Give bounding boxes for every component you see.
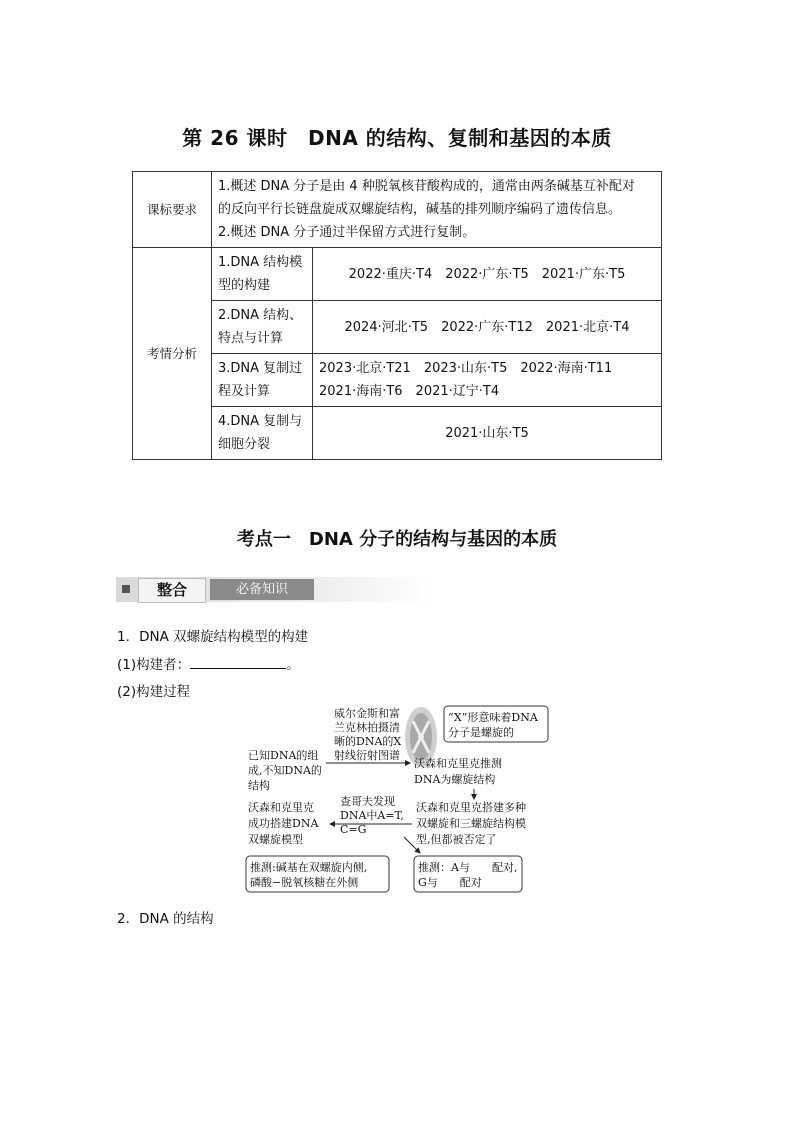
- topic-cell: [212, 248, 313, 301]
- topic-cell: [212, 301, 313, 354]
- diagram-text: 磷酸−脱氧核糖在外侧: [250, 876, 359, 889]
- sources-cell: 2021·山东·T5: [313, 407, 662, 460]
- topic-line: 型的构建: [218, 278, 271, 293]
- diagram-text: DNA中A=T,: [340, 809, 404, 822]
- topic-cell: [212, 407, 313, 460]
- diagram-text: 型,但都被否定了: [416, 833, 497, 846]
- diagram-text: 推测：A与 配对,: [418, 861, 518, 874]
- diagram-text: 双螺旋和三螺旋结构模: [416, 817, 526, 830]
- table-row: [133, 407, 662, 460]
- heading-dna-structure: 2．DNA 的结构: [117, 911, 214, 927]
- diagram-text: G与 配对: [418, 876, 482, 889]
- table-row: [133, 354, 662, 407]
- diagram-text: 沃森和克里克推测: [414, 757, 502, 770]
- source-line: 2021·海南·T6 2021·辽宁·T4: [319, 384, 500, 399]
- answer-blank: [190, 656, 286, 669]
- diagram-text: 成,不知DNA的: [248, 764, 322, 777]
- diagram-text: “X”形意味着DNA: [448, 711, 538, 724]
- construction-flow-diagram: [234, 703, 574, 898]
- req-header-cell: 课标要求: [133, 172, 212, 248]
- heading-model-construction: 1．DNA 双螺旋结构模型的构建: [117, 629, 309, 645]
- diagram-text: 射线衍射图谱: [334, 749, 400, 762]
- diagram-text: 威尔金斯和富: [334, 707, 400, 720]
- diagram-text: DNA为螺旋结构: [414, 773, 496, 786]
- req-content-cell: [212, 172, 662, 248]
- topic-line: 4.DNA 复制与: [218, 414, 303, 429]
- question-label: (1)构建者：: [117, 657, 191, 673]
- heading-construction-process: (2)构建过程: [117, 684, 191, 700]
- banner-label-knowledge: 必备知识: [210, 579, 314, 600]
- sources-cell: 2022·重庆·T4 2022·广东·T5 2021·广东·T5: [313, 248, 662, 301]
- topic-line: 程及计算: [218, 384, 271, 399]
- table-row: [133, 248, 662, 301]
- curriculum-table: [132, 171, 662, 460]
- table-row: [133, 172, 662, 248]
- page-title: 第 26 课时 DNA 的结构、复制和基因的本质: [182, 126, 612, 150]
- diagram-text: 沃森和克里克: [248, 801, 314, 814]
- sources-cell: 2024·河北·T5 2022·广东·T12 2021·北京·T4: [313, 301, 662, 354]
- banner-label-integrate: 整合: [138, 578, 206, 603]
- topic-line: 3.DNA 复制过: [218, 361, 303, 376]
- diagram-text: 双螺旋模型: [248, 833, 303, 846]
- topic-cell: [212, 354, 313, 407]
- square-bullet-icon: [122, 585, 130, 593]
- req-line: 2.概述 DNA 分子通过半保留方式进行复制。: [218, 225, 476, 240]
- diagram-text: 成功搭建DNA: [248, 817, 319, 830]
- diagram-text: 推测:碱基在双螺旋内侧,: [250, 861, 368, 874]
- diagram-text: 查哥夫发现: [340, 795, 395, 808]
- diagram-text: 分子是螺旋的: [448, 726, 514, 739]
- topic-line: 细胞分裂: [218, 437, 271, 452]
- source-line: 2023·北京·T21 2023·山东·T5 2022·海南·T11: [319, 361, 613, 376]
- topic-line: 1.DNA 结构模: [218, 255, 303, 270]
- analysis-header-cell: 考情分析: [133, 248, 212, 460]
- sources-cell: [313, 354, 662, 407]
- diagram-text: 晰的DNA的X: [334, 735, 402, 748]
- question-builders: [117, 653, 300, 673]
- section-banner: [116, 577, 434, 602]
- req-line: 1.概述 DNA 分子是由 4 种脱氧核苷酸构成的，通常由两条碱基互补配对: [218, 179, 635, 194]
- section-title: 考点一 DNA 分子的结构与基因的本质: [236, 529, 558, 550]
- diagram-text: 结构: [248, 779, 270, 792]
- topic-line: 2.DNA 结构、: [218, 308, 303, 323]
- diagram-text: 已知DNA的组: [248, 749, 319, 762]
- diagram-text: 沃森和克里克搭建多种: [416, 801, 526, 814]
- diagram-text: C=G: [340, 823, 367, 836]
- question-suffix: 。: [286, 657, 300, 673]
- req-line: 的反向平行长链盘旋成双螺旋结构，碱基的排列顺序编码了遗传信息。: [218, 202, 622, 217]
- diagram-text: 兰克林拍摄清: [334, 721, 400, 734]
- table-row: [133, 301, 662, 354]
- topic-line: 特点与计算: [218, 331, 284, 346]
